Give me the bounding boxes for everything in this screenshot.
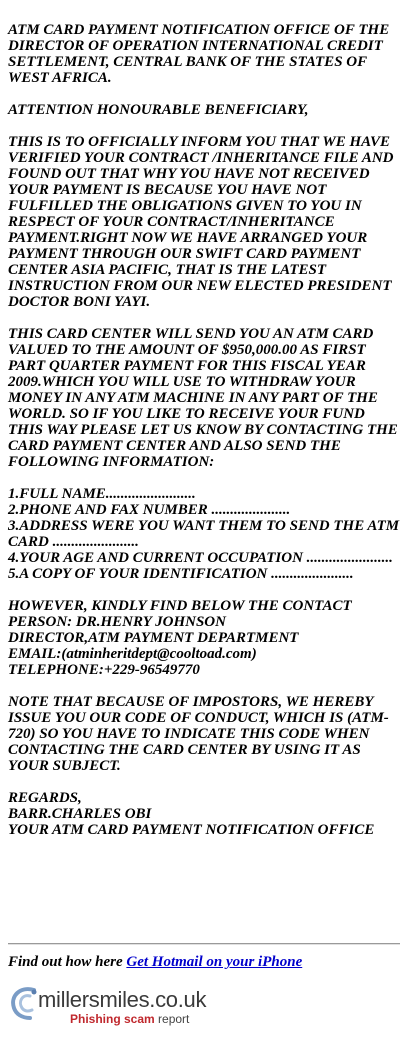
- footer-line: [8, 954, 302, 970]
- signoff-block: [8, 790, 402, 838]
- list-item: 5.A COPY OF YOUR IDENTIFICATION ......................: [8, 566, 354, 582]
- signoff-regards: REGARDS,: [8, 790, 82, 806]
- signoff-title: YOUR ATM CARD PAYMENT NOTIFICATION OFFICE: [8, 822, 375, 838]
- contact-block: [8, 598, 402, 678]
- list-item: 2.PHONE AND FAX NUMBER .....................: [8, 502, 291, 518]
- body-paragraph: THIS CARD CENTER WILL SEND YOU AN ATM CARD VALUED TO THE AMOUNT OF $950,000.00 AS FIRST PART QUARTER PAYMENT FOR THIS FISCAL YEAR 2009.WHICH YOU WILL USE TO WITHDRAW YOUR MONEY IN ANY ATM MACHINE IN ANY PART OF THE WORLD. SO IF YOU LIKE TO RECEIVE YOUR FUND THIS WAY PLEASE LET US KNOW BY CONTACTING THE CARD PAYMENT CENTER AND ALSO SEND THE FOLLOWING INFORMATION:: [8, 326, 398, 470]
- info-list: [8, 486, 402, 582]
- footer-prefix: Find out how here: [8, 954, 127, 970]
- header-paragraph: ATM CARD PAYMENT NOTIFICATION OFFICE OF THE DIRECTOR OF OPERATION INTERNATIONAL CREDIT SETTLEMENT, CENTRAL BANK OF THE STATES OF WEST AFRICA.: [8, 22, 390, 86]
- list-item: 1.FULL NAME........................: [8, 486, 196, 502]
- brand-tag-rest: report: [154, 1012, 190, 1026]
- list-item: 4.YOUR AGE AND CURRENT OCCUPATION .......................: [8, 550, 393, 566]
- contact-telephone: TELEPHONE:+229-96549770: [8, 662, 200, 678]
- contact-department: DIRECTOR,ATM PAYMENT DEPARTMENT: [8, 630, 299, 646]
- list-item: 3.ADDRESS WERE YOU WANT THEM TO SEND THE ATM CARD .......................: [8, 518, 400, 550]
- notice-paragraph: NOTE THAT BECAUSE OF IMPOSTORS, WE HEREBY ISSUE YOU OUR CODE OF CONDUCT, WHICH IS (ATM-720) SO YOU HAVE TO INDICATE THIS CODE WHEN CONTACTING THE CARD CENTER BY USING IT AS YOUR SUBJECT.: [8, 694, 389, 774]
- signoff-name: BARR.CHARLES OBI: [8, 806, 152, 822]
- brand-name: millersmiles.co.uk: [38, 987, 207, 1012]
- brand-tagline: [70, 1012, 189, 1026]
- brand-tag-highlight: Phishing scam: [70, 1012, 155, 1026]
- salutation: ATTENTION HONOURABLE BENEFICIARY,: [8, 102, 309, 118]
- contact-email: EMAIL:(atminheritdept@cooltoad.com): [8, 646, 257, 662]
- millersmiles-brand[interactable]: [8, 984, 228, 1032]
- body-paragraph: THIS IS TO OFFICIALLY INFORM YOU THAT WE HAVE VERIFIED YOUR CONTRACT /INHERITANCE FILE AND FOUND OUT THAT WHY YOU HAVE NOT RECEIVED YOUR PAYMENT IS BECAUSE YOU HAVE NOT FULFILLED THE OBLIGATIONS GIVEN TO YOU IN RESPECT OF YOUR CONTRACT/INHERITANCE PAYMENT.RIGHT NOW WE HAVE ARRANGED YOUR PAYMENT THROUGH OUR SWIFT CARD PAYMENT CENTER ASIA PACIFIC, THAT IS THE LATEST INSTRUCTION FROM OUR NEW ELECTED PRESIDENT DOCTOR BONI YAYI.: [8, 134, 394, 310]
- hotmail-iphone-link[interactable]: Get Hotmail on your iPhone: [126, 954, 303, 970]
- email-body: [8, 22, 402, 838]
- horizontal-divider: [8, 943, 400, 945]
- millersmiles-swirl-icon: [8, 984, 42, 1024]
- contact-person: HOWEVER, KINDLY FIND BELOW THE CONTACT PERSON: DR.HENRY JOHNSON: [8, 598, 352, 630]
